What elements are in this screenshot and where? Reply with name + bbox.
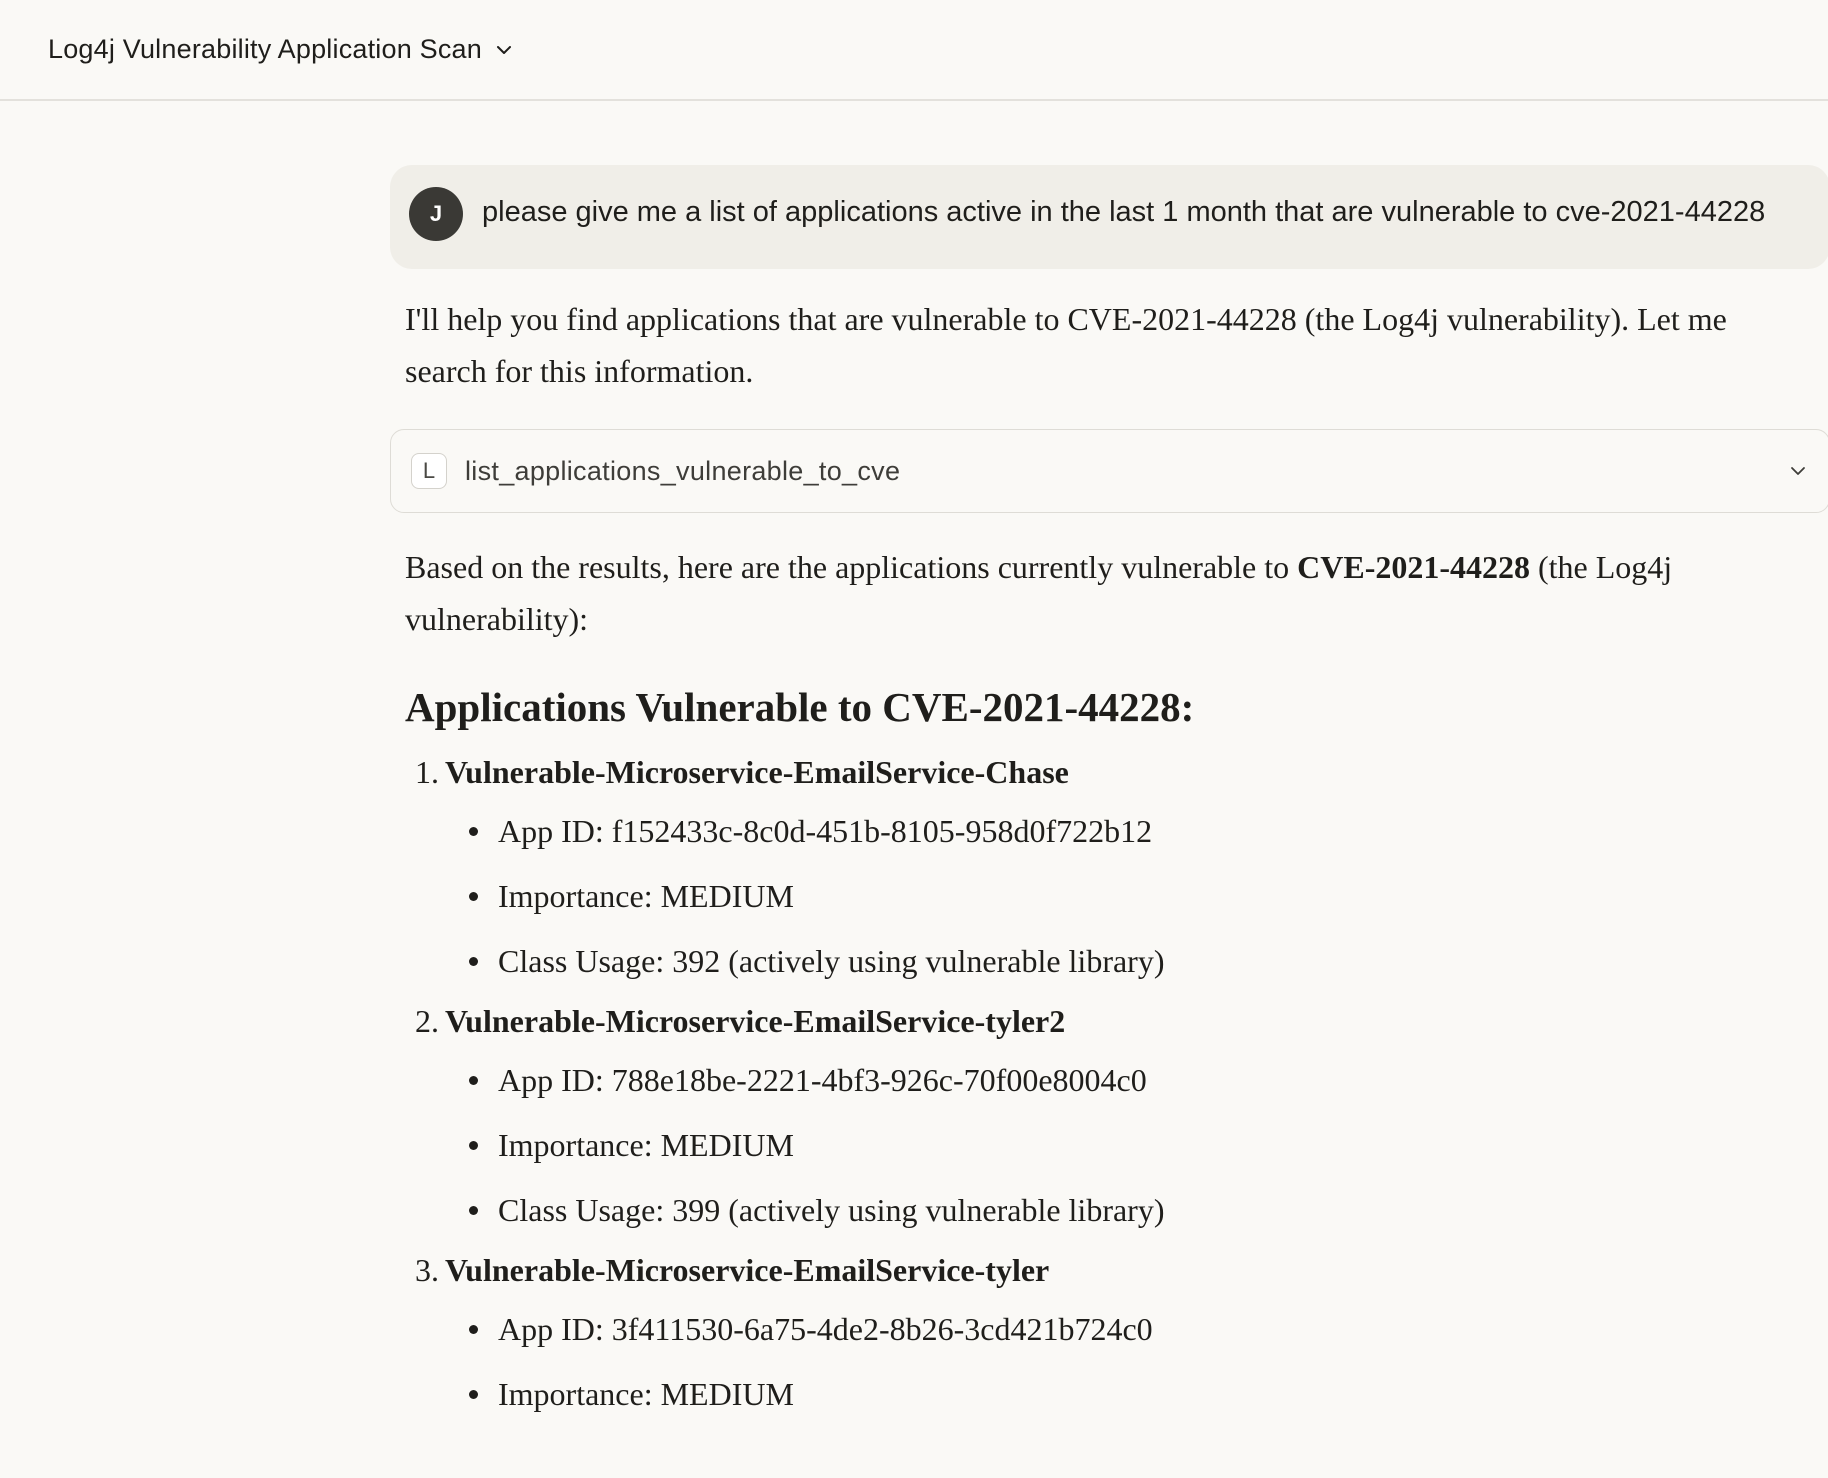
user-avatar: J xyxy=(409,187,463,241)
chevron-down-icon[interactable] xyxy=(1787,460,1809,482)
app-title xyxy=(405,994,1790,1048)
conversation-title-button[interactable] xyxy=(48,34,514,65)
app-detail xyxy=(461,1178,1790,1243)
app-detail xyxy=(461,1362,1790,1427)
app-detail-text: App ID: 788e18be-2221-4bf3-926c-70f00e8004c0 xyxy=(498,1062,1147,1098)
app-name: Vulnerable-Microservice-EmailService-Chase xyxy=(445,754,1069,790)
conversation-title: Log4j Vulnerability Application Scan xyxy=(48,34,482,64)
app-detail-text: Importance: MEDIUM xyxy=(498,1376,794,1412)
bullet xyxy=(469,827,478,836)
app-detail-text: Importance: MEDIUM xyxy=(498,878,794,914)
app-detail xyxy=(461,1297,1790,1362)
tool-icon: L xyxy=(411,453,447,489)
app-title xyxy=(405,1243,1790,1297)
tool-name: list_applications_vulnerable_to_cve xyxy=(465,455,901,486)
results-summary xyxy=(405,541,1790,645)
response-intro: I'll help you find applications that are vulnerable to CVE-2021-44228 (the Log4j vulnerability). Let me search for this information. xyxy=(405,301,1727,389)
app-detail-text: App ID: f152433c-8c0d-451b-8105-958d0f722b12 xyxy=(498,813,1153,849)
top-bar xyxy=(0,0,1828,101)
user-message-text: please give me a list of applications active in the last 1 month that are vulnerable to cve-2021-44228 xyxy=(482,196,1766,228)
app-number: 1. xyxy=(415,754,439,790)
app-detail-text: Class Usage: 399 (actively using vulnerable library) xyxy=(498,1192,1165,1228)
app-detail xyxy=(461,799,1790,864)
bullet xyxy=(469,892,478,901)
app-detail xyxy=(461,864,1790,929)
tool-call-card[interactable] xyxy=(390,429,1828,513)
bullet xyxy=(469,1141,478,1150)
app-details xyxy=(461,1297,1790,1427)
bullet xyxy=(469,1076,478,1085)
results-cve: CVE-2021-44228 xyxy=(1297,549,1530,585)
app-detail xyxy=(461,1113,1790,1178)
app-item xyxy=(405,1243,1790,1427)
assistant-response xyxy=(390,293,1828,1427)
app-detail xyxy=(461,1048,1790,1113)
bullet xyxy=(469,1206,478,1215)
app-name: Vulnerable-Microservice-EmailService-tyler2 xyxy=(445,1003,1066,1039)
app-name: Vulnerable-Microservice-EmailService-tyler xyxy=(445,1252,1050,1288)
app-detail-text: Importance: MEDIUM xyxy=(498,1127,794,1163)
app-detail xyxy=(461,929,1790,994)
app-details xyxy=(461,1048,1790,1243)
bullet xyxy=(469,1390,478,1399)
chat-thread xyxy=(390,165,1828,1427)
bullet xyxy=(469,957,478,966)
user-message xyxy=(390,165,1828,269)
app-item xyxy=(405,745,1790,994)
results-suffix: (the Log4j vulnerability): xyxy=(405,549,1673,637)
app-number: 3. xyxy=(415,1252,439,1288)
app-detail-text: Class Usage: 392 (actively using vulnerable library) xyxy=(498,943,1165,979)
app-title xyxy=(405,745,1790,799)
results-prefix: Based on the results, here are the applications currently vulnerable to xyxy=(405,549,1298,585)
apps-list xyxy=(405,745,1790,1427)
chevron-down-icon xyxy=(494,40,514,60)
app-item xyxy=(405,994,1790,1243)
app-number: 2. xyxy=(415,1003,439,1039)
bullet xyxy=(469,1325,478,1334)
app-details xyxy=(461,799,1790,994)
apps-heading: Applications Vulnerable to CVE-2021-44228: xyxy=(405,684,1195,730)
app-detail-text: App ID: 3f411530-6a75-4de2-8b26-3cd421b724c0 xyxy=(498,1311,1153,1347)
